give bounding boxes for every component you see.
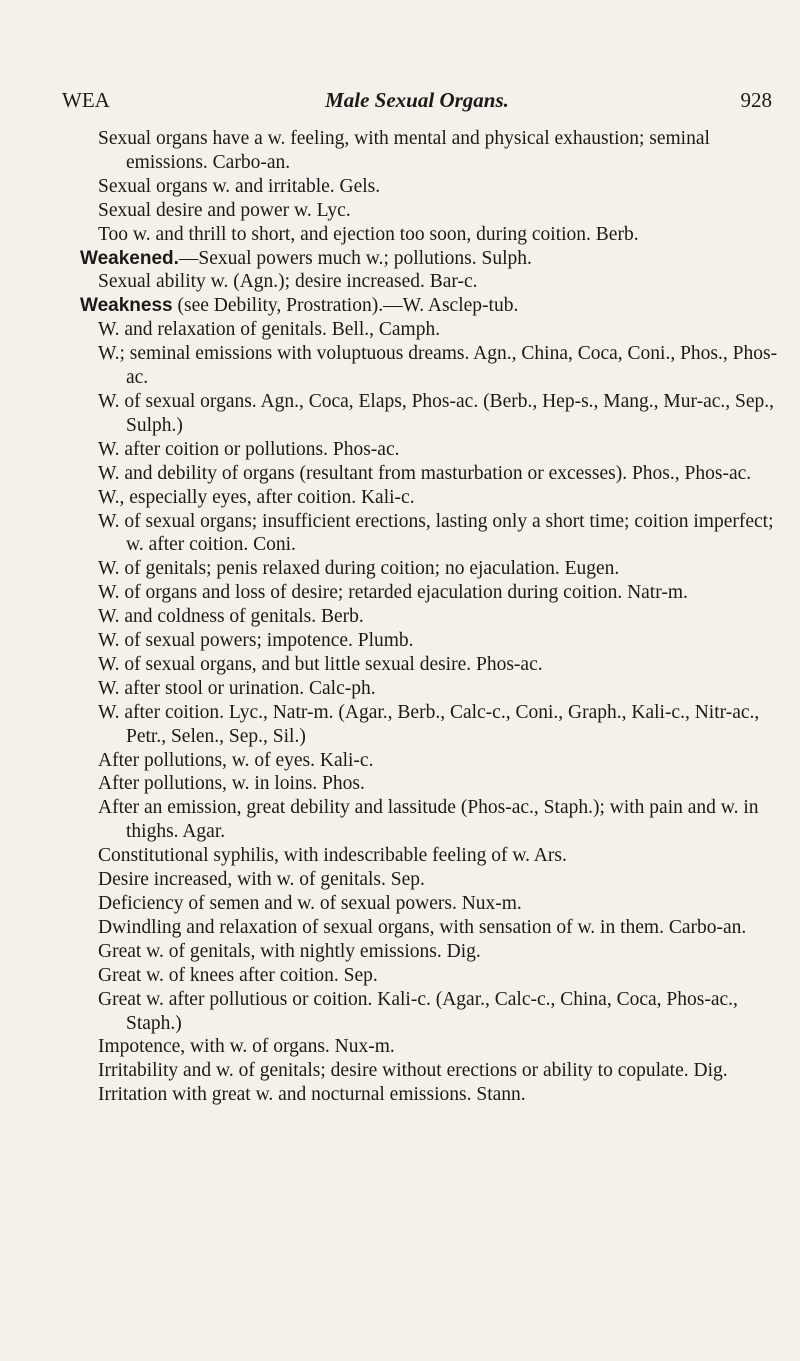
entry-text: W. after stool or urination. Calc-ph. xyxy=(98,677,376,699)
entry-line xyxy=(98,940,778,964)
entry-line xyxy=(98,1035,778,1059)
entry-line xyxy=(80,247,778,271)
entry-line xyxy=(98,964,778,988)
entry-line xyxy=(98,510,778,558)
entry-text: Great w. after pollutious or coition. Kali-c. (Agar., Calc-c., China, Coca, Phos-ac., Staph.) xyxy=(98,988,738,1034)
entry-text: —Sexual powers much w.; pollutions. Sulph. xyxy=(178,247,532,269)
entry-line xyxy=(98,486,778,510)
entry-text: After an emission, great debility and lassitude (Phos-ac., Staph.); with pain and w. in thighs. Agar. xyxy=(98,797,759,843)
entry-text: Sexual organs have a w. feeling, with mental and physical exhaustion; seminal emissions. Carbo-an. xyxy=(98,128,710,173)
entry-text: W. of sexual organs; insufficient erections, lasting only a short time; coition imperfect; w. after coition. Coni. xyxy=(98,510,774,556)
entry-line xyxy=(98,462,778,486)
entry-line xyxy=(80,294,778,318)
entry-text: After pollutions, w. in loins. Phos. xyxy=(98,773,365,795)
running-header xyxy=(62,88,772,118)
entry-text: W. of sexual organs. Agn., Coca, Elaps, Phos-ac. (Berb., Hep-s., Mang., Mur-ac., Sep., Sulph.) xyxy=(98,390,775,436)
entry-text: W. after coition. Lyc., Natr-m. (Agar., Berb., Calc-c., Coni., Graph., Kali-c., Nitr-ac., Petr., Selen., Sep., Sil.) xyxy=(98,701,760,747)
entry-line xyxy=(98,199,778,223)
entry-line xyxy=(98,629,778,653)
header-section-title: Male Sexual Organs. xyxy=(325,88,509,112)
entry-text: W.; seminal emissions with voluptuous dreams. Agn., China, Coca, Coni., Phos., Phos-ac. xyxy=(98,343,778,389)
entry-text: W., especially eyes, after coition. Kali-c. xyxy=(98,486,415,508)
entry-text: W. and coldness of genitals. Berb. xyxy=(98,606,364,628)
entry-heading: Weakened. xyxy=(80,247,179,269)
entry-list xyxy=(80,127,778,1107)
page-number: 928 xyxy=(740,88,772,112)
entry-line xyxy=(98,318,778,342)
entry-text: Deficiency of semen and w. of sexual powers. Nux-m. xyxy=(98,893,522,914)
entry-text: W. and relaxation of genitals. Bell., Camph. xyxy=(98,319,441,341)
entry-text: W. of sexual organs, and but little sexual desire. Phos-ac. xyxy=(98,653,543,675)
entry-line xyxy=(98,844,778,868)
entry-text: Irritation with great w. and nocturnal emissions. Stann. xyxy=(98,1084,526,1106)
entry-line xyxy=(98,1083,778,1107)
entry-text: W. of organs and loss of desire; retarded ejaculation during coition. Natr-m. xyxy=(98,582,688,604)
entry-text: W. of genitals; penis relaxed during coition; no ejaculation. Eugen. xyxy=(98,558,620,580)
entry-line xyxy=(98,868,778,892)
entry-text: W. after coition or pollutions. Phos-ac. xyxy=(98,438,400,460)
entry-text: After pollutions, w. of eyes. Kali-c. xyxy=(98,749,374,771)
entry-line xyxy=(98,892,778,916)
entry-text: Dwindling and relaxation of sexual organs, with sensation of w. in them. Carbo-an. xyxy=(98,916,747,938)
entry-text: Sexual desire and power w. Lyc. xyxy=(98,199,351,221)
entry-text: Impotence, with w. of organs. Nux-m. xyxy=(98,1036,395,1058)
entry-text: W. and debility of organs (resultant from masturbation or excesses). Phos., Phos-ac. xyxy=(98,462,752,484)
entry-text: Irritability and w. of genitals; desire without erections or ability to copulate. Dig. xyxy=(98,1060,728,1082)
entry-text: W. of sexual powers; impotence. Plumb. xyxy=(98,630,414,652)
entry-line xyxy=(98,916,778,940)
entry-line xyxy=(98,557,778,581)
entry-line xyxy=(98,772,778,796)
entry-line xyxy=(98,653,778,677)
entry-text: Desire increased, with w. of genitals. Sep. xyxy=(98,869,425,891)
entry-line xyxy=(98,796,778,844)
entry-line xyxy=(98,701,778,749)
entry-line xyxy=(98,677,778,701)
entry-line xyxy=(98,175,778,199)
entry-text: Great w. of genitals, with nightly emissions. Dig. xyxy=(98,940,481,962)
entry-line xyxy=(98,581,778,605)
entry-line xyxy=(98,1059,778,1083)
header-left-guideword: WEA xyxy=(62,88,110,112)
entry-line xyxy=(98,749,778,773)
entry-line xyxy=(98,127,778,175)
entry-text: Constitutional syphilis, with indescribable feeling of w. Ars. xyxy=(98,845,567,867)
entry-text: (see Debility, Prostration).—W. Asclep-tub. xyxy=(172,295,519,317)
entry-text: Great w. of knees after coition. Sep. xyxy=(98,964,378,986)
entry-text: Sexual ability w. (Agn.); desire increased. Bar-c. xyxy=(98,271,478,293)
entry-line xyxy=(98,988,778,1036)
entry-heading: Weakness xyxy=(80,295,173,317)
entry-line xyxy=(98,390,778,438)
entry-line xyxy=(98,438,778,462)
entry-line xyxy=(98,223,778,247)
entry-line xyxy=(98,605,778,629)
entry-line xyxy=(98,270,778,294)
entry-line xyxy=(98,342,778,390)
entry-text: Too w. and thrill to short, and ejection too soon, during coition. Berb. xyxy=(98,223,639,245)
entry-text: Sexual organs w. and irritable. Gels. xyxy=(98,175,381,197)
